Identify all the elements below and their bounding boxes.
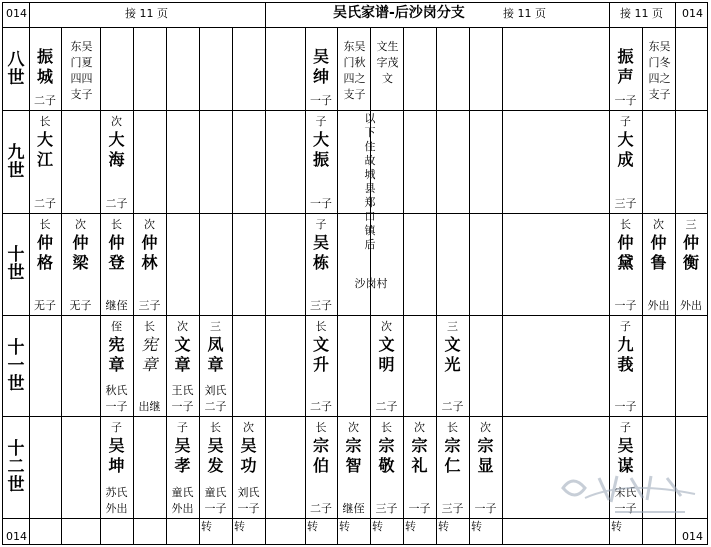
generation-char: 世: [7, 373, 25, 394]
column-divider: [675, 27, 676, 544]
person-name: 振 声: [617, 47, 634, 86]
column-divider: [502, 27, 503, 544]
person-name: 宗 显: [477, 436, 494, 475]
generation-label: [5, 51, 27, 87]
page-number-top-right: 014: [682, 7, 703, 20]
relation-label: 子: [111, 421, 122, 434]
generation-char: 八: [7, 49, 25, 70]
relation-label: 三: [210, 320, 221, 333]
relation-label: 子: [620, 421, 631, 434]
person-note: 外出: [105, 502, 128, 515]
relation-label: 长: [39, 115, 51, 128]
person-name: 振 城: [36, 47, 53, 86]
continue-note-middle: 接 11 页: [503, 7, 546, 20]
person-note: 一子: [408, 502, 431, 515]
person-note: 二子: [441, 400, 464, 413]
relation-label: 三: [685, 218, 697, 231]
person-note: 无子: [69, 299, 92, 312]
relation-label: 长: [144, 320, 155, 333]
relation-label: 三: [447, 320, 458, 333]
header-divider: [675, 2, 676, 27]
generation-char: 十: [7, 439, 25, 459]
row-divider: [2, 27, 707, 28]
generation-label: [5, 246, 27, 282]
person-name: 仲 格: [36, 233, 53, 272]
person-name: 吴 发: [207, 436, 224, 475]
relation-label: 次: [381, 320, 392, 333]
person-name: 吴 栋: [312, 233, 329, 272]
generation-char: 世: [7, 263, 25, 283]
person-name: 宗 智: [345, 436, 362, 475]
transfer-mark: 转: [307, 520, 318, 533]
relation-label: 长: [315, 421, 327, 434]
row-divider: [2, 416, 707, 417]
person-name: 大 江: [36, 130, 53, 169]
transfer-mark: 转: [405, 520, 416, 533]
person-note: 宋氏: [614, 486, 637, 499]
person-note: 二子: [310, 400, 332, 413]
person-note: 二子: [310, 502, 332, 515]
relation-label: 长: [210, 421, 221, 434]
person-note: 三子: [375, 502, 398, 515]
generation-label: [5, 144, 27, 180]
relation-label: 次: [177, 320, 188, 333]
person-note: 二子: [105, 197, 128, 210]
person-note: 继侄: [342, 502, 365, 515]
column-divider: [707, 27, 708, 544]
watermark-logo: [555, 468, 705, 524]
column-divider: [61, 27, 62, 544]
transfer-mark: 转: [339, 520, 350, 533]
relation-label: 次: [414, 421, 425, 434]
person-note: 童氏: [171, 486, 194, 499]
person-name: 吴 孝: [174, 436, 191, 475]
generation-label: [5, 440, 27, 494]
transfer-mark: 转: [611, 520, 622, 533]
person-name: 文 章: [174, 335, 191, 374]
person-name: 仲 林: [141, 233, 158, 272]
person-note: 三子: [614, 197, 637, 210]
relation-label: 子: [315, 115, 327, 128]
person-name: 仲 衡: [682, 233, 699, 272]
person-name: 吴 功: [240, 436, 257, 475]
person-note: 三子: [310, 299, 332, 312]
person-name: 大 成: [617, 130, 634, 169]
person-name: 仲 鲁: [650, 233, 667, 272]
transfer-mark: 转: [471, 520, 482, 533]
person-note: 一子: [105, 400, 128, 413]
person-note: 外出: [680, 299, 702, 312]
transfer-mark: 转: [438, 520, 449, 533]
residence-note-end: 沙岗村: [354, 277, 388, 290]
column-divider: [133, 27, 134, 544]
person-note: 一子: [614, 502, 637, 515]
column-divider: [642, 27, 643, 544]
branch-note: 东吴 门冬 四之 支子: [648, 40, 671, 101]
relation-label: 次: [348, 421, 359, 434]
person-note: 外出: [647, 299, 670, 312]
relation-label: 长: [620, 218, 631, 231]
generation-char: 二: [7, 457, 25, 477]
person-note: 二子: [204, 400, 227, 413]
border-left: [2, 2, 3, 544]
generation-char: 一: [7, 355, 25, 376]
page-number-top-left: 014: [6, 7, 27, 20]
relation-label: 次: [653, 218, 664, 231]
generation-char: 世: [7, 67, 25, 88]
border-top: [2, 2, 707, 3]
relation-label: 侄: [111, 320, 122, 333]
person-note: 二子: [375, 400, 398, 413]
person-name: 文 明: [378, 335, 395, 374]
relation-label: 次: [480, 421, 491, 434]
page-title: 吴氏家谱-后沙岗分支: [333, 5, 465, 21]
person-name: 仲 黛: [617, 233, 634, 272]
person-note: 继侄: [105, 299, 128, 312]
generation-char: 九: [7, 142, 25, 163]
person-name: 凤 章: [207, 335, 224, 374]
person-name: 吴 谋: [617, 436, 634, 475]
column-divider: [265, 27, 266, 544]
watermark-graphic: [555, 468, 705, 524]
person-note: 王氏: [171, 384, 194, 397]
generation-char: 十: [7, 337, 25, 358]
person-note: 刘氏: [237, 486, 260, 499]
header-divider: [265, 2, 266, 27]
person-note: 一子: [204, 502, 227, 515]
relation-label: 长: [39, 218, 51, 231]
branch-note: 文生 字茂 文: [376, 40, 399, 85]
header-divider: [29, 2, 30, 27]
person-note: 一子: [310, 94, 332, 107]
person-note: 三子: [138, 299, 161, 312]
residence-note: 以 下 住 故 城 县 郑 口 镇 后: [364, 112, 376, 251]
person-name: 吴 绅: [312, 47, 329, 86]
person-name: 吴 坤: [108, 436, 125, 475]
continue-note-right: 接 11 页: [620, 7, 663, 20]
person-note: 一子: [237, 502, 260, 515]
relation-label: 长: [447, 421, 458, 434]
relation-label: 长: [381, 421, 392, 434]
transfer-mark: 转: [372, 520, 383, 533]
person-name: 九 莪: [617, 335, 634, 374]
person-note: 三子: [441, 502, 464, 515]
person-name: 文 升: [312, 335, 329, 374]
branch-note: 东吴 门秋 四之 支子: [343, 40, 366, 101]
person-note: 出继: [138, 400, 161, 413]
relation-label: 子: [315, 218, 327, 231]
transfer-mark: 转: [201, 520, 212, 533]
continue-note-left: 接 11 页: [125, 7, 168, 20]
person-note: 外出: [171, 502, 194, 515]
person-name: 宪 章: [141, 335, 158, 374]
person-name: 文 光: [444, 335, 461, 374]
relation-label: 次: [243, 421, 254, 434]
generation-char: 世: [7, 475, 25, 495]
person-note: 一子: [614, 299, 637, 312]
relation-label: 次: [111, 115, 122, 128]
row-divider: [2, 110, 707, 111]
person-note: 无子: [34, 299, 56, 312]
relation-label: 次: [75, 218, 86, 231]
person-note: 一子: [171, 400, 194, 413]
relation-label: 长: [111, 218, 122, 231]
relation-label: 长: [315, 320, 327, 333]
person-name: 宗 仁: [444, 436, 461, 475]
generation-char: 十: [7, 245, 25, 265]
page-number-bottom-right: 014: [682, 530, 703, 543]
relation-label: 子: [620, 320, 631, 333]
person-name: 宗 礼: [411, 436, 428, 475]
relation-label: 子: [620, 115, 631, 128]
person-name: 大 海: [108, 130, 125, 169]
person-note: 刘氏: [204, 384, 227, 397]
person-name: 仲 梁: [72, 233, 89, 272]
person-note: 二子: [34, 94, 56, 107]
branch-note: 东吴 门夏 四四 支子: [70, 40, 93, 101]
person-note: 一子: [614, 94, 637, 107]
person-note: 一子: [614, 400, 637, 413]
person-name: 宗 敬: [378, 436, 395, 475]
generation-label: [5, 339, 27, 393]
person-note: 秋氏: [105, 384, 128, 397]
transfer-mark: 转: [234, 520, 245, 533]
generation-char: 世: [7, 160, 25, 181]
person-name: 大 振: [312, 130, 329, 169]
person-name: 仲 登: [108, 233, 125, 272]
row-divider: [2, 315, 707, 316]
border-bottom: [2, 544, 707, 545]
person-note: 苏氏: [105, 486, 128, 499]
person-note: 童氏: [204, 486, 227, 499]
person-note: 二子: [34, 197, 56, 210]
person-note: 一子: [474, 502, 497, 515]
person-name: 宗 伯: [312, 436, 329, 475]
relation-label: 次: [144, 218, 155, 231]
relation-label: 子: [177, 421, 188, 434]
person-name: 宪 章: [108, 335, 125, 374]
person-note: 一子: [310, 197, 332, 210]
page-number-bottom-left: 014: [6, 530, 27, 543]
header-divider: [609, 2, 610, 27]
